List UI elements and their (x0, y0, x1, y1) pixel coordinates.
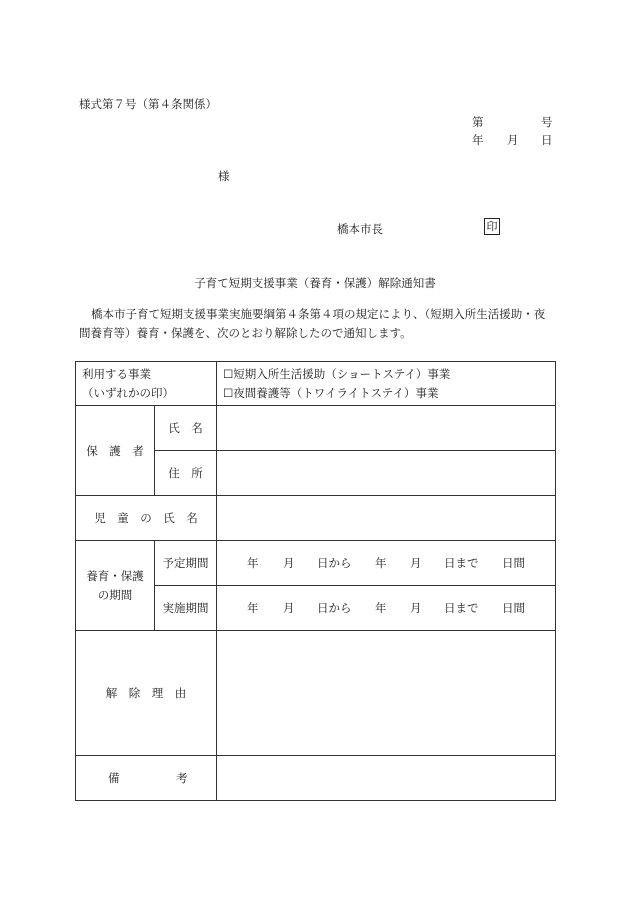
actual-end-year: 年 (375, 601, 387, 615)
actual-end-day: 日まで (444, 601, 479, 615)
service-option-short-stay[interactable]: ☐短期入所生活援助（ショートステイ）事業 (223, 366, 451, 381)
actual-period-label: 実施期間 (162, 601, 209, 615)
child-name-label: 児 童 の 氏 名 (94, 511, 198, 525)
remarks-row (76, 756, 556, 801)
planned-end-year: 年 (375, 556, 387, 570)
date-day-label: 日 (541, 133, 553, 147)
service-label-note: （いずれかの印） (82, 385, 174, 400)
child-name-field[interactable] (217, 496, 556, 541)
remarks-label-first: 備 (108, 771, 120, 785)
date-month-label: 月 (507, 133, 519, 147)
addressee-suffix: 様 (218, 169, 230, 183)
service-option-twilight-stay[interactable]: ☐夜間養護等（トワイライトステイ）事業 (223, 385, 439, 400)
notice-form-table (75, 361, 556, 801)
child-name-label-cell (76, 496, 217, 541)
date-year-label: 年 (472, 133, 484, 147)
notice-body: 橋本市子育て短期支援事業実施要綱第４条第４項の規定により、（短期入所生活援助・夜間養育等）養育・保護を、次のとおり解除したので通知します。 (79, 307, 546, 340)
actual-start-day: 日から (317, 601, 352, 615)
child-name-row (76, 496, 556, 541)
actual-end-month: 月 (410, 601, 422, 615)
planned-period-label: 予定期間 (162, 556, 209, 570)
document-number-suffix: 号 (541, 115, 553, 129)
reason-label-cell (76, 631, 217, 756)
document-title: 子育て短期支援事業（養育・保護）解除通知書 (194, 276, 436, 290)
planned-start-year: 年 (247, 556, 259, 570)
issuer-name: 橋本市長 (337, 222, 383, 236)
actual-days: 日間 (502, 601, 525, 615)
guardian-address-label: 住 所 (168, 466, 203, 480)
planned-period-row (76, 541, 556, 586)
actual-start-year: 年 (247, 601, 259, 615)
period-label: 養育・保護 (86, 568, 144, 583)
guardian-name-field[interactable] (217, 406, 556, 451)
service-label: 利用する事業 (82, 366, 151, 381)
remarks-field[interactable] (217, 756, 556, 801)
document-number-label: 第 (472, 115, 484, 129)
planned-start-day: 日から (317, 556, 352, 570)
guardian-name-label-cell (155, 406, 217, 451)
service-row (76, 362, 556, 406)
period-label-suffix: の期間 (97, 587, 133, 602)
guardian-address-label-cell (155, 451, 217, 496)
guardian-label: 保 護 者 (86, 443, 144, 458)
service-label-cell (76, 362, 217, 406)
guardian-address-field[interactable] (217, 451, 556, 496)
planned-end-month: 月 (410, 556, 422, 570)
form-number: 様式第７号（第４条関係） (79, 97, 217, 111)
actual-start-month: 月 (283, 601, 295, 615)
guardian-name-row (76, 406, 556, 451)
guardian-name-label: 氏 名 (168, 421, 203, 435)
remarks-label-second: 考 (176, 771, 188, 785)
service-options-cell (217, 362, 556, 406)
period-label-cell (76, 541, 155, 631)
remarks-label-cell (76, 756, 217, 801)
reason-row (76, 631, 556, 756)
guardian-label-cell (76, 406, 155, 496)
seal-mark: 印 (484, 218, 500, 235)
reason-label: 解 除 理 由 (105, 686, 187, 700)
planned-period-field[interactable] (217, 541, 556, 586)
planned-end-day: 日まで (444, 556, 479, 570)
actual-period-field[interactable] (217, 586, 556, 631)
planned-period-label-cell (155, 541, 217, 586)
reason-field[interactable] (217, 631, 556, 756)
planned-days: 日間 (502, 556, 525, 570)
planned-start-month: 月 (283, 556, 295, 570)
actual-period-label-cell (155, 586, 217, 631)
